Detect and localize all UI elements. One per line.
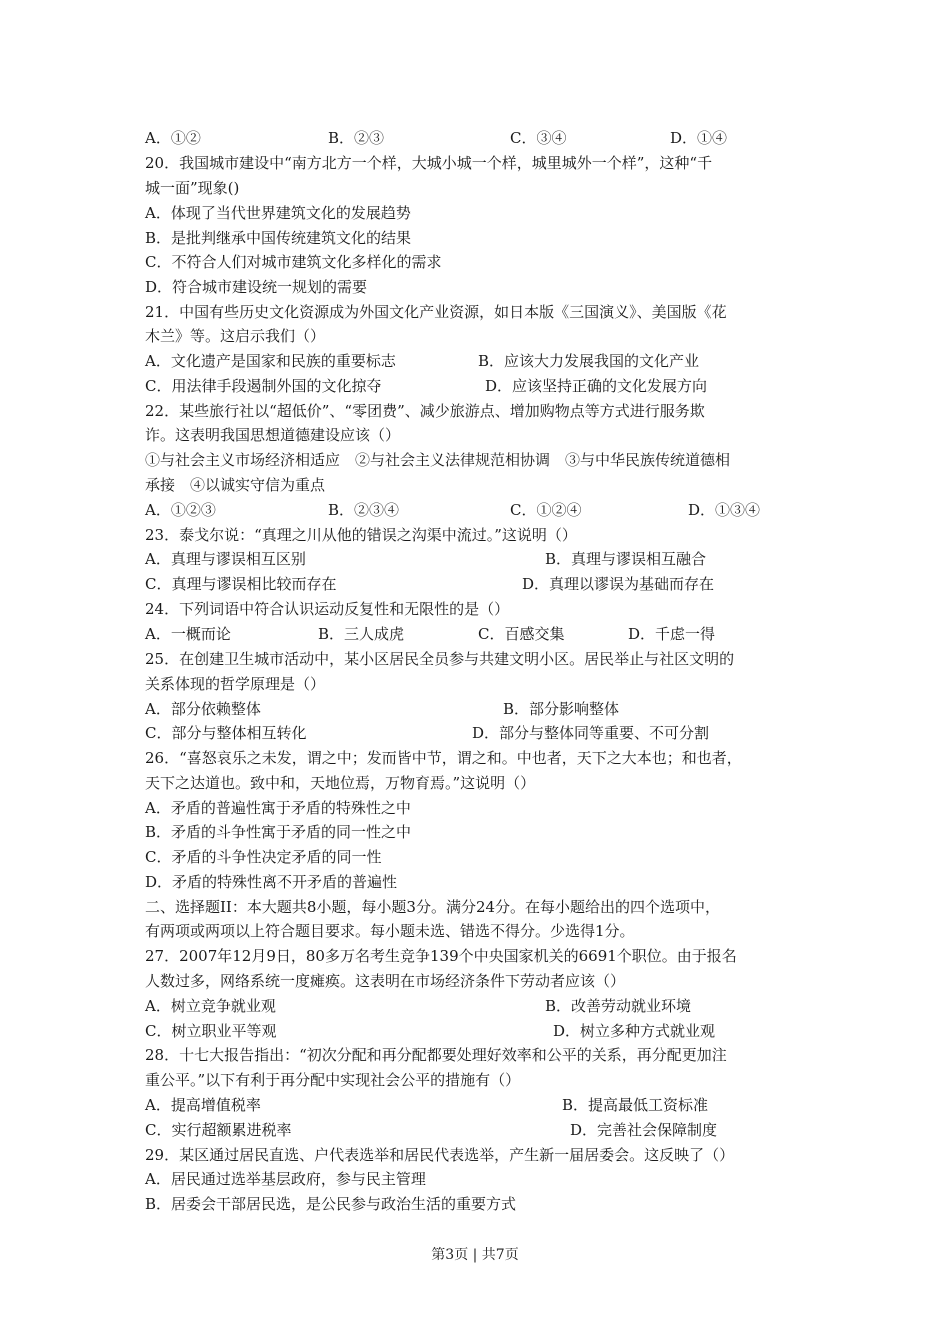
question-25-line-1: 25．在创建卫生城市活动中，某小区居民全员参与共建文明小区。居民举止与社区文明的: [145, 650, 735, 668]
question-22-statements-1: ①与社会主义市场经济相适应 ②与社会主义法律规范相协调 ③与中华民族传统道德相: [145, 451, 731, 469]
question-22-line-2: 诈。这表明我国思想道德建设应该（）: [145, 426, 401, 444]
option-q28-c: C．实行超额累进税率: [145, 1121, 292, 1139]
option-q25-b: B．部分影响整体: [503, 700, 620, 718]
question-29: 29．某区通过居民直选、户代表选举和居民代表选举，产生新一届居委会。这反映了（）: [145, 1146, 735, 1164]
option-q27-c: C．树立职业平等观: [145, 1022, 277, 1040]
question-25-line-2: 关系体现的哲学原理是（）: [145, 675, 326, 693]
option-q22-a: A．①②③: [145, 501, 216, 519]
option-q19-c: C．③④: [510, 129, 567, 147]
option-q28-a: A．提高增值税率: [145, 1096, 261, 1114]
option-q21-b: B．应该大力发展我国的文化产业: [478, 352, 700, 370]
option-q24-c: C．百感交集: [478, 625, 565, 643]
option-q28-b: B．提高最低工资标准: [562, 1096, 709, 1114]
question-21-line-1: 21．中国有些历史文化资源成为外国文化产业资源，如日本版《三国演义》、美国版《花: [145, 303, 727, 321]
question-23: 23．泰戈尔说：“真理之川从他的错误之沟渠中流过。”这说明（）: [145, 526, 577, 544]
option-q23-d: D．真理以谬误为基础而存在: [522, 575, 715, 593]
section-ii-heading-2: 有两项或两项以上符合题目要求。每小题未选、错选不得分。少选得1分。: [145, 922, 635, 940]
question-22-statements-2: 承接 ④以诚实守信为重点: [145, 476, 326, 494]
option-q23-b: B．真理与谬误相互融合: [545, 550, 707, 568]
option-q22-b: B．②③④: [328, 501, 400, 519]
option-q29-b: B．居委会干部居民选，是公民参与政治生活的重要方式: [145, 1195, 517, 1213]
option-q19-d: D．①④: [670, 129, 728, 147]
option-q28-d: D．完善社会保障制度: [570, 1121, 718, 1139]
option-q24-a: A．一概而论: [145, 625, 231, 643]
option-q23-a: A．真理与谬误相互区别: [145, 550, 306, 568]
question-20-line-2: 城一面”现象(): [145, 179, 240, 197]
option-q26-c: C．矛盾的斗争性决定矛盾的同一性: [145, 848, 382, 866]
option-q27-b: B．改善劳动就业环境: [545, 997, 692, 1015]
question-21-line-2: 木兰》等。这启示我们（）: [145, 327, 326, 345]
question-24: 24．下列词语中符合认识运动反复性和无限性的是（）: [145, 600, 510, 618]
question-20-line-1: 20．我国城市建设中“南方北方一个样，大城小城一个样，城里城外一个样”，这种“千: [145, 154, 713, 172]
question-26-line-2: 天下之达道也。致中和，天地位焉，万物育焉。”这说明（）: [145, 774, 536, 792]
option-q19-a: A．①②: [145, 129, 201, 147]
option-q20-b: B．是批判继承中国传统建筑文化的结果: [145, 229, 412, 247]
option-q20-c: C．不符合人们对城市建筑文化多样化的需求: [145, 253, 442, 271]
option-q19-b: B．②③: [328, 129, 385, 147]
option-q25-a: A．部分依赖整体: [145, 700, 261, 718]
option-q26-b: B．矛盾的斗争性寓于矛盾的同一性之中: [145, 823, 412, 841]
option-q23-c: C．真理与谬误相比较而存在: [145, 575, 337, 593]
option-q26-d: D．矛盾的特殊性离不开矛盾的普遍性: [145, 873, 398, 891]
option-q27-a: A．树立竞争就业观: [145, 997, 276, 1015]
section-ii-heading-1: 二、选择题II：本大题共8小题，每小题3分。满分24分。在每小题给出的四个选项中，: [145, 898, 721, 916]
option-q24-b: B．三人成虎: [318, 625, 405, 643]
page-footer: 第3页 | 共7页: [431, 1247, 519, 1263]
option-q25-d: D．部分与整体同等重要、不可分割: [472, 724, 710, 742]
question-28-line-2: 重公平。”以下有利于再分配中实现社会公平的措施有（）: [145, 1071, 521, 1089]
question-28-line-1: 28．十七大报告指出：“初次分配和再分配都要处理好效率和公平的关系，再分配更加注: [145, 1046, 727, 1064]
question-27-line-1: 27．2007年12月9日，80多万名考生竞争139个中央国家机关的6691个职位。由于报名: [145, 947, 737, 965]
option-q24-d: D．千虑一得: [628, 625, 716, 643]
option-q26-a: A．矛盾的普遍性寓于矛盾的特殊性之中: [145, 799, 411, 817]
option-q22-d: D．①③④: [688, 501, 761, 519]
question-22-line-1: 22．某些旅行社以“超低价”、“零团费”、减少旅游点、增加购物点等方式进行服务欺: [145, 402, 705, 420]
option-q27-d: D．树立多种方式就业观: [553, 1022, 716, 1040]
question-27-line-2: 人数过多，网络系统一度瘫痪。这表明在市场经济条件下劳动者应该（）: [145, 972, 626, 990]
option-q21-c: C．用法律手段遏制外国的文化掠夺: [145, 377, 382, 395]
option-q21-a: A．文化遗产是国家和民族的重要标志: [145, 352, 396, 370]
option-q29-a: A．居民通过选举基层政府，参与民主管理: [145, 1170, 426, 1188]
option-q20-d: D．符合城市建设统一规划的需要: [145, 278, 368, 296]
option-q22-c: C．①②④: [510, 501, 582, 519]
option-q25-c: C．部分与整体相互转化: [145, 724, 307, 742]
question-26-line-1: 26．“喜怒哀乐之未发，谓之中；发而皆中节，谓之和。中也者，天下之大本也；和也者，: [145, 749, 742, 767]
option-q20-a: A．体现了当代世界建筑文化的发展趋势: [145, 204, 411, 222]
option-q21-d: D．应该坚持正确的文化发展方向: [485, 377, 708, 395]
